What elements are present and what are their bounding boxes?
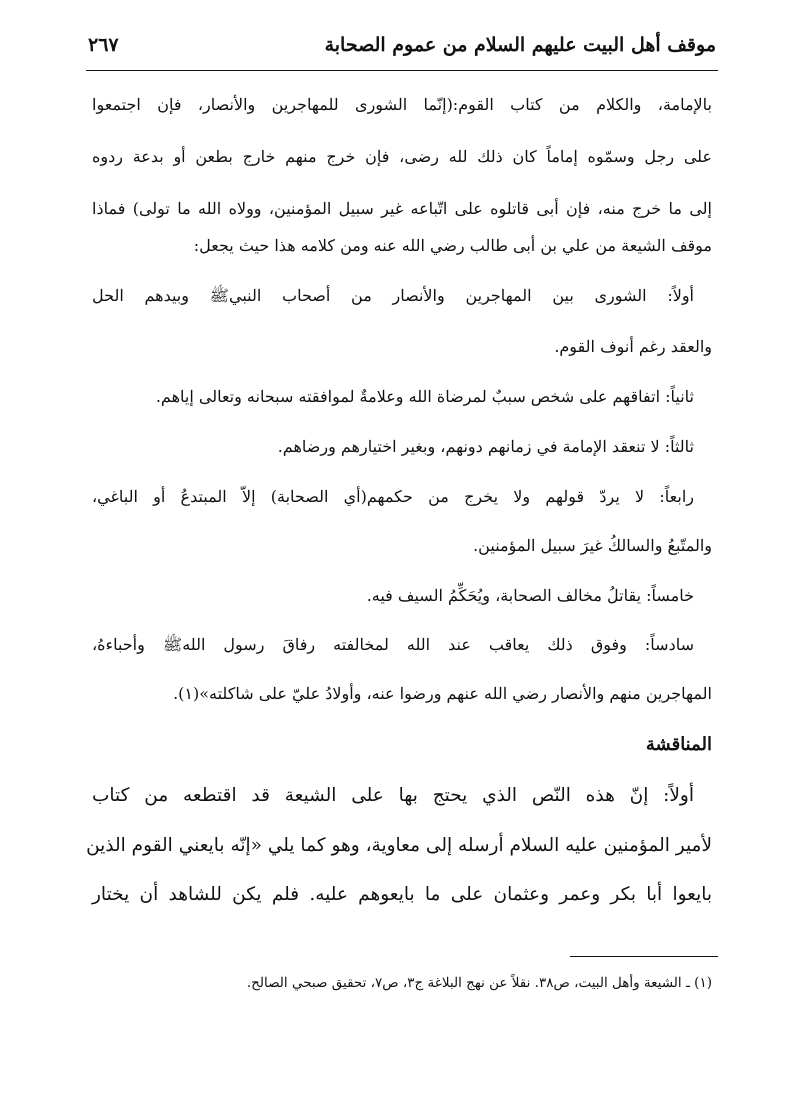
list-item-first-cont: والعقد رغم أنوف القوم. xyxy=(554,337,712,356)
running-header-title: موقف أهل البيت عليهم السلام من عموم الصحابة xyxy=(324,34,716,56)
list-item-fifth: خامساً: يقاتلُ مخالف الصحابة، ويُحَكِّمُ السيف فيه. xyxy=(366,586,694,605)
footnote-divider xyxy=(570,956,718,957)
list-item-first: أولاً: الشورى بين المهاجرين والأنصار من أصحاب النبيﷺ وبيدهم الحل xyxy=(92,286,694,305)
body-line: على رجل وسمّوه إماماً كان ذلك لله رضى، فإن خرج منهم خارج بطعن أو بدعة ردوه xyxy=(92,147,712,166)
body-line: بالإمامة، والكلام من كتاب القوم:(إنّما الشورى للمهاجرين والأنصار، فإن اجتمعوا xyxy=(92,95,712,114)
list-item-third: ثالثاً: لا تنعقد الإمامة في زمانهم دونهم، وبغير اختيارهم ورضاهم. xyxy=(277,437,694,456)
footnote: (١) ـ الشيعة وأهل البيت، ص٣٨. نقلاً عن نهج البلاغة ج٣، ص٧، تحقيق صبحي الصالح. xyxy=(246,975,712,991)
body-line: أولاً: إنّ هذه النّص الذي يحتج بها على الشيعة قد اقتطعه من كتاب xyxy=(92,785,694,806)
list-item-sixth: سادساً: وفوق ذلك يعاقب عند الله لمخالفته رفاقَ رسول اللهﷺ وأحباءهُ، xyxy=(92,635,694,654)
list-item-fourth: رابعاً: لا يردّ قولهم ولا يخرج من حكمهم(أي الصحابة) إلاّ المبتدعُ أو الباغي، xyxy=(92,487,694,506)
list-item-fourth-cont: والمتّبعُ والسالكُ غيرَ سبيل المؤمنين. xyxy=(473,536,712,555)
page-number: ٢٦٧ xyxy=(88,34,119,56)
body-line: لأمير المؤمنين عليه السلام أرسله إلى معاوية، وهو كما يلي «إنّه بايعني القوم الذين xyxy=(86,835,712,856)
header-divider xyxy=(86,70,718,71)
section-heading: المناقشة xyxy=(645,734,712,755)
body-line: إلى ما خرج منه، فإن أبى قاتلوه على اتّباعه غير سبيل المؤمنين، وولاه الله ما تولى) فماذا xyxy=(92,199,712,218)
list-item-second: ثانياً: اتفاقهم على شخص سببٌ لمرضاة الله وعلامةٌ لموافقته سبحانه وتعالى إياهم. xyxy=(155,387,694,406)
body-line: موقف الشيعة من علي بن أبى طالب رضي الله عنه ومن كلامه هذا حيث يجعل: xyxy=(193,236,712,255)
list-item-sixth-cont: المهاجرين منهم والأنصار رضي الله عنهم ورضوا عنه، وأولادُ عليّ على شاكلته»(١). xyxy=(173,684,712,703)
body-line: بايعوا أبا بكر وعمر وعثمان على ما بايعوهم عليه. فلم يكن للشاهد أن يختار xyxy=(92,884,712,905)
